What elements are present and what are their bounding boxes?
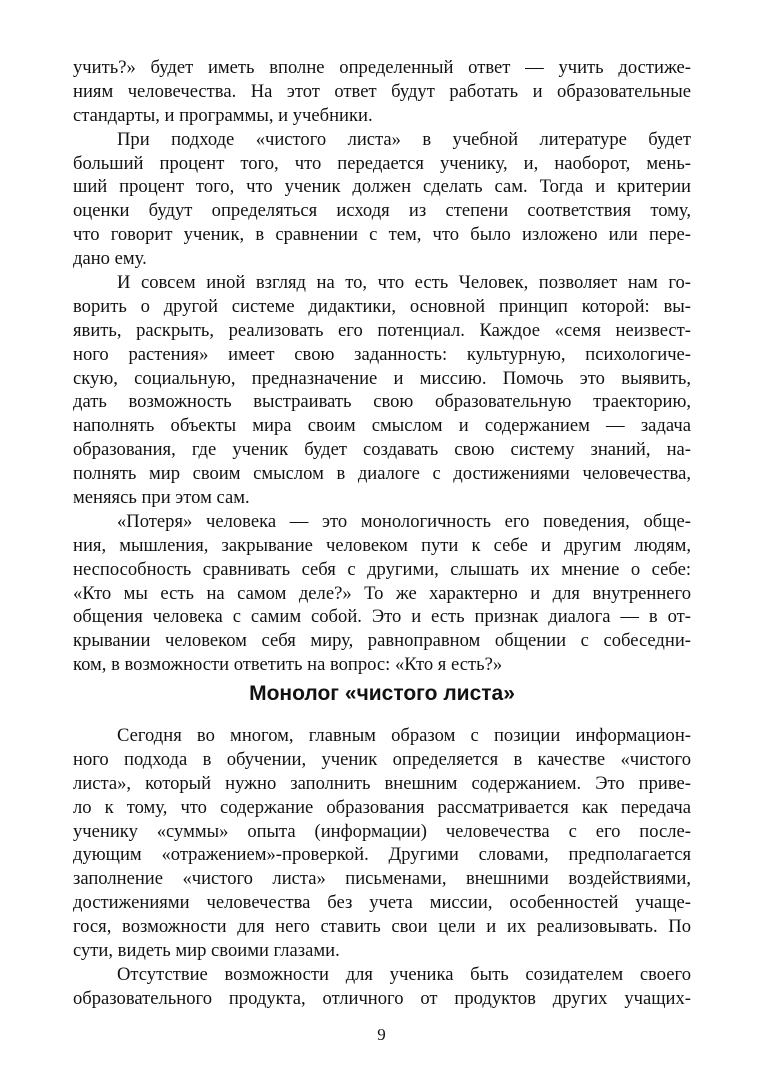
text-line: оценки будут определяться исходя из степени соответствия тому, [73, 200, 691, 222]
text-line: учить?» будет иметь вполне определенный ответ — учить достиже- [73, 57, 691, 78]
text-line: достижениями человечества без учета миссии, особенностей учаще- [73, 892, 691, 914]
paragraph [73, 963, 691, 1011]
text-line: ного подхода в обучении, ученик определяется в качестве «чистого [73, 748, 691, 770]
text-line: И совсем иной взгляд на то, что есть Человек, позволяет нам го- [117, 272, 691, 294]
body-text-top [73, 56, 691, 677]
text-line: ниям человечества. На этот ответ будут работать и образовательные [73, 80, 691, 102]
text-line: «Кто мы есть на самом деле?» То же характерно и для внутреннего [73, 582, 691, 604]
text-line: меняясь при этом сам. [73, 487, 250, 509]
text-line: ния, мышления, закрывание человеком пути к себе и другим людям, [73, 534, 691, 556]
text-line: ного растения» имеет свою заданность: культурную, психологиче- [73, 343, 691, 365]
text-line: сути, видеть мир своими глазами. [73, 940, 340, 962]
text-line: ворить о другой системе дидактики, основной принцип которой: вы- [73, 295, 691, 317]
body-text-bottom [73, 724, 691, 1011]
text-line: заполнение «чистого листа» письменами, внешними воздействиями, [73, 868, 691, 890]
text-line: дующим «отражением»-проверкой. Другими словами, предполагается [73, 844, 691, 866]
text-line: больший процент того, что передается ученику, и, наоборот, мень- [73, 152, 691, 174]
text-line: ло к тому, что содержание образования рассматривается как передача [73, 796, 691, 818]
section-heading: Монолог «чистого листа» [249, 682, 515, 705]
text-line: дано ему. [73, 248, 147, 270]
text-line: ший процент того, что ученик должен сделать сам. Тогда и критерии [73, 176, 691, 198]
paragraph [73, 510, 691, 677]
text-line: Отсутствие возможности для ученика быть созидателем своего [117, 963, 691, 985]
text-line: полнять мир своим смыслом в диалоге с достижениями человечества, [73, 463, 691, 485]
text-line: «Потеря» человека — это монологичность его поведения, обще- [117, 510, 691, 532]
text-line: что говорит ученик, в сравнении с тем, что было изложено или пере- [73, 224, 691, 246]
paragraph [73, 56, 691, 128]
text-line: дать возможность выстраивать свою образовательную траекторию, [73, 391, 691, 413]
text-line: листа», который нужно заполнить внешним содержанием. Это приве- [73, 772, 691, 794]
text-line: крывании человеком себя миру, равноправном общении с собеседни- [73, 630, 691, 652]
text-line: скую, социальную, предназначение и миссию. Помочь это выявить, [73, 367, 691, 389]
text-line: ученику «суммы» опыта (информации) человечества с его после- [73, 820, 691, 842]
text-line: гося, возможности для него ставить свои цели и их реализовывать. По [73, 916, 691, 938]
text-line: наполнять объекты мира своим смыслом и содержанием — задача [73, 415, 691, 437]
text-line: неспособность сравнивать себя с другими, слышать их мнение о себе: [73, 558, 691, 580]
text-line: явить, раскрыть, реализовать его потенциал. Каждое «семя неизвест- [73, 319, 691, 341]
page-number: 9 [377, 1025, 386, 1044]
paragraph [73, 724, 691, 963]
text-line: стандарты, и программы, и учебники. [73, 104, 373, 126]
paragraph [73, 271, 691, 510]
text-line: образовательного продукта, отличного от продуктов других учащих- [73, 987, 691, 1009]
paragraph [73, 128, 691, 271]
text-line: ком, в возможности ответить на вопрос: «Кто я есть?» [73, 654, 503, 676]
text-line: Сегодня во многом, главным образом с позиции информацион- [117, 725, 691, 746]
text-line: общения человека с самим собой. Это и есть признак диалога — в от- [73, 606, 691, 628]
text-line: образования, где ученик будет создавать свою систему знаний, на- [73, 439, 691, 461]
text-line: При подходе «чистого листа» в учебной литературе будет [117, 128, 691, 150]
